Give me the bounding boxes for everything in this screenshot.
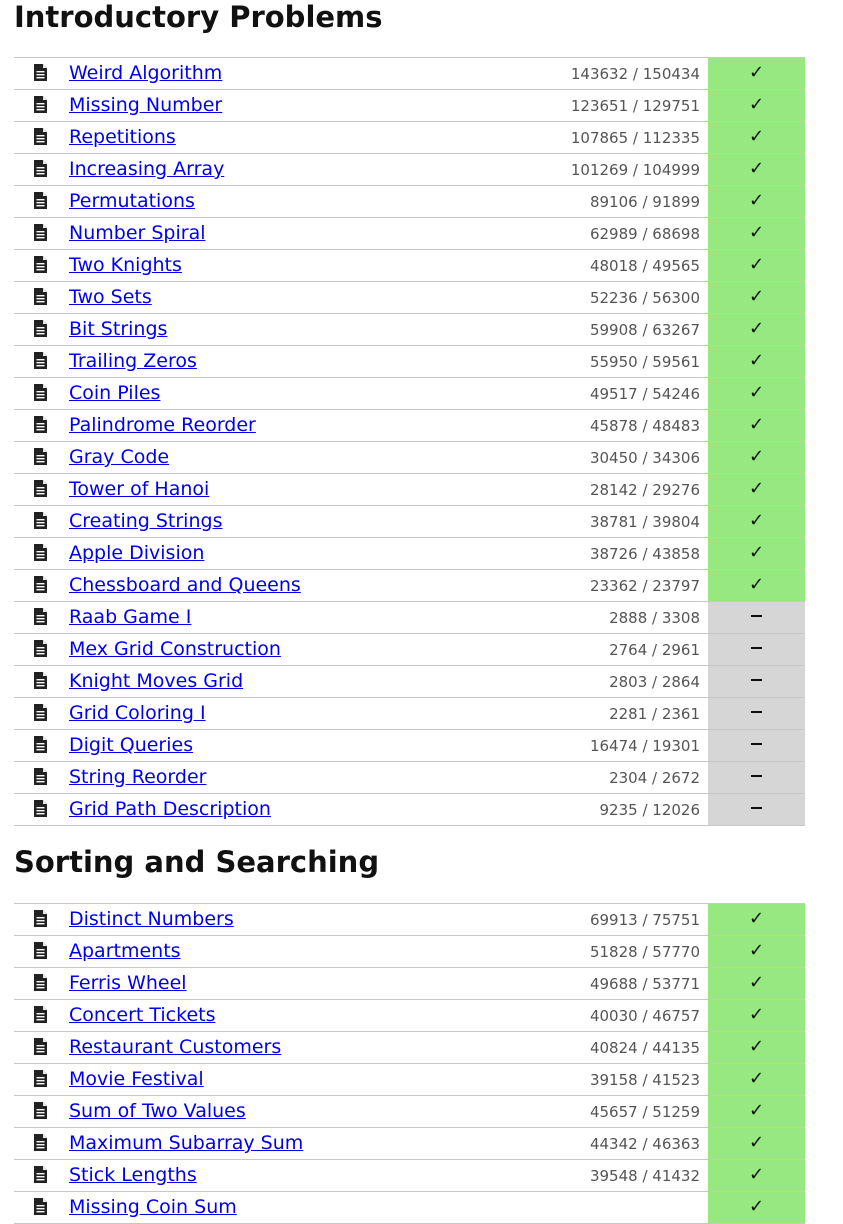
task-link[interactable]: Grid Coloring I <box>69 702 206 724</box>
task-solve-count: 2803 / 2864 <box>609 673 700 691</box>
task-link[interactable]: Restaurant Customers <box>69 1036 282 1058</box>
checkmark-icon: ✓ <box>748 190 765 211</box>
section-title-introductory-problems: Introductory Problems <box>14 0 383 34</box>
task-row <box>14 1000 805 1032</box>
task-row <box>14 698 805 730</box>
dash-icon <box>751 647 762 649</box>
task-solve-count: 40030 / 46757 <box>589 1007 700 1025</box>
document-icon <box>34 1006 47 1023</box>
task-solve-count: 123651 / 129751 <box>570 97 700 115</box>
task-status <box>708 1000 805 1031</box>
task-row <box>14 154 805 186</box>
task-status <box>708 1192 805 1223</box>
task-status <box>708 218 805 249</box>
task-solve-count: 9235 / 12026 <box>599 801 700 819</box>
document-icon <box>34 1134 47 1151</box>
task-row <box>14 1128 805 1160</box>
task-list-introductory-problems <box>14 57 805 826</box>
dash-icon <box>751 775 762 777</box>
task-link[interactable]: Distinct Numbers <box>69 908 234 930</box>
document-icon <box>34 224 47 241</box>
task-solve-count: 55950 / 59561 <box>589 353 700 371</box>
task-row <box>14 186 805 218</box>
document-icon <box>34 608 47 625</box>
checkmark-icon: ✓ <box>748 1100 765 1121</box>
section-title-sorting-and-searching: Sorting and Searching <box>14 845 380 879</box>
task-solve-count: 23362 / 23797 <box>589 577 700 595</box>
document-icon <box>34 1102 47 1119</box>
task-row <box>14 666 805 698</box>
task-link[interactable]: Increasing Array <box>69 158 225 180</box>
task-link[interactable]: Palindrome Reorder <box>69 414 256 436</box>
task-row <box>14 90 805 122</box>
document-icon <box>34 288 47 305</box>
checkmark-icon: ✓ <box>748 126 765 147</box>
task-status <box>708 904 805 935</box>
document-icon <box>34 736 47 753</box>
document-icon <box>34 1038 47 1055</box>
task-solve-count: 16474 / 19301 <box>589 737 700 755</box>
checkmark-icon: ✓ <box>748 94 765 115</box>
checkmark-icon: ✓ <box>748 574 765 595</box>
checkmark-icon: ✓ <box>748 510 765 531</box>
task-solve-count: 52236 / 56300 <box>589 289 700 307</box>
task-link[interactable]: Stick Lengths <box>69 1164 197 1186</box>
task-row <box>14 442 805 474</box>
dash-icon <box>751 711 762 713</box>
task-link[interactable]: Weird Algorithm <box>69 62 223 84</box>
dash-icon <box>751 743 762 745</box>
task-status <box>708 1064 805 1095</box>
task-row <box>14 634 805 666</box>
task-status <box>708 698 805 729</box>
task-link[interactable]: Apartments <box>69 940 181 962</box>
task-solve-count: 2764 / 2961 <box>609 641 700 659</box>
task-solve-count: 39548 / 41432 <box>589 1167 700 1185</box>
task-status <box>708 936 805 967</box>
document-icon <box>34 160 47 177</box>
task-row <box>14 474 805 506</box>
task-row <box>14 378 805 410</box>
task-solve-count: 49517 / 54246 <box>589 385 700 403</box>
task-status <box>708 602 805 633</box>
task-link[interactable]: Maximum Subarray Sum <box>69 1132 304 1154</box>
task-solve-count: 62989 / 68698 <box>589 225 700 243</box>
task-link[interactable]: Trailing Zeros <box>69 350 197 372</box>
document-icon <box>34 64 47 81</box>
checkmark-icon: ✓ <box>748 1068 765 1089</box>
task-link[interactable]: Movie Festival <box>69 1068 204 1090</box>
task-status <box>708 410 805 441</box>
document-icon <box>34 640 47 657</box>
document-icon <box>34 352 47 369</box>
task-status <box>708 90 805 121</box>
task-link[interactable]: Ferris Wheel <box>69 972 187 994</box>
task-row <box>14 218 805 250</box>
task-row <box>14 506 805 538</box>
task-row <box>14 346 805 378</box>
task-link[interactable]: Gray Code <box>69 446 170 468</box>
task-status <box>708 186 805 217</box>
document-icon <box>34 576 47 593</box>
task-row <box>14 58 805 90</box>
document-icon <box>34 512 47 529</box>
task-row <box>14 602 805 634</box>
task-link[interactable]: Digit Queries <box>69 734 194 756</box>
task-link[interactable]: Apple Division <box>69 542 205 564</box>
task-solve-count: 48018 / 49565 <box>589 257 700 275</box>
dash-icon <box>751 807 762 809</box>
task-solve-count: 51828 / 57770 <box>589 943 700 961</box>
document-icon <box>34 128 47 145</box>
task-row <box>14 122 805 154</box>
dash-icon <box>751 615 762 617</box>
task-link[interactable]: Tower of Hanoi <box>69 478 210 500</box>
task-link[interactable]: Two Knights <box>69 254 182 276</box>
checkmark-icon: ✓ <box>748 542 765 563</box>
task-row <box>14 314 805 346</box>
task-status <box>708 1096 805 1127</box>
task-status <box>708 314 805 345</box>
task-row <box>14 1032 805 1064</box>
task-solve-count: 2281 / 2361 <box>609 705 700 723</box>
task-link[interactable]: Chessboard and Queens <box>69 574 301 596</box>
task-status <box>708 538 805 569</box>
checkmark-icon: ✓ <box>748 1196 765 1217</box>
task-link[interactable]: Repetitions <box>69 126 176 148</box>
task-link[interactable]: Missing Coin Sum <box>69 1196 237 1218</box>
task-status <box>708 730 805 761</box>
document-icon <box>34 800 47 817</box>
task-link[interactable]: Raab Game I <box>69 606 192 628</box>
task-status <box>708 1032 805 1063</box>
checkmark-icon: ✓ <box>748 158 765 179</box>
document-icon <box>34 192 47 209</box>
dash-icon <box>751 679 762 681</box>
document-icon <box>34 704 47 721</box>
document-icon <box>34 448 47 465</box>
task-solve-count: 38781 / 39804 <box>589 513 700 531</box>
document-icon <box>34 384 47 401</box>
task-link[interactable]: Mex Grid Construction <box>69 638 281 660</box>
task-list-sorting-and-searching <box>14 903 805 1224</box>
task-status <box>708 570 805 601</box>
task-solve-count: 44342 / 46363 <box>589 1135 700 1153</box>
task-status <box>708 762 805 793</box>
task-solve-count: 59908 / 63267 <box>589 321 700 339</box>
task-link[interactable]: Coin Piles <box>69 382 161 404</box>
checkmark-icon: ✓ <box>748 1164 765 1185</box>
checkmark-icon: ✓ <box>748 1132 765 1153</box>
checkmark-icon: ✓ <box>748 446 765 467</box>
task-status <box>708 1160 805 1191</box>
document-icon <box>34 672 47 689</box>
task-solve-count: 101269 / 104999 <box>570 161 700 179</box>
task-row <box>14 250 805 282</box>
document-icon <box>34 1198 47 1215</box>
task-row <box>14 282 805 314</box>
document-icon <box>34 974 47 991</box>
task-row <box>14 762 805 794</box>
task-status <box>708 794 805 825</box>
task-status <box>708 634 805 665</box>
document-icon <box>34 910 47 927</box>
task-row <box>14 730 805 762</box>
checkmark-icon: ✓ <box>748 908 765 929</box>
checkmark-icon: ✓ <box>748 350 765 371</box>
task-row <box>14 1160 805 1192</box>
task-status <box>708 666 805 697</box>
task-solve-count: 143632 / 150434 <box>570 65 700 83</box>
task-status <box>708 378 805 409</box>
checkmark-icon: ✓ <box>748 478 765 499</box>
task-row <box>14 1064 805 1096</box>
task-row <box>14 1096 805 1128</box>
task-link[interactable]: Sum of Two Values <box>69 1100 246 1122</box>
checkmark-icon: ✓ <box>748 318 765 339</box>
task-solve-count: 89106 / 91899 <box>589 193 700 211</box>
document-icon <box>34 544 47 561</box>
task-row <box>14 570 805 602</box>
task-status <box>708 474 805 505</box>
task-link[interactable]: Missing Number <box>69 94 223 116</box>
checkmark-icon: ✓ <box>748 414 765 435</box>
checkmark-icon: ✓ <box>748 1004 765 1025</box>
task-solve-count: 28142 / 29276 <box>589 481 700 499</box>
document-icon <box>34 1166 47 1183</box>
task-solve-count: 30450 / 34306 <box>589 449 700 467</box>
task-link[interactable]: Concert Tickets <box>69 1004 216 1026</box>
task-solve-count: 39158 / 41523 <box>589 1071 700 1089</box>
checkmark-icon: ✓ <box>748 254 765 275</box>
task-link[interactable]: Two Sets <box>69 286 152 308</box>
task-link[interactable]: Number Spiral <box>69 222 206 244</box>
task-status <box>708 58 805 89</box>
checkmark-icon: ✓ <box>748 940 765 961</box>
task-row <box>14 904 805 936</box>
task-solve-count: 2888 / 3308 <box>609 609 700 627</box>
task-solve-count: 45878 / 48483 <box>589 417 700 435</box>
checkmark-icon: ✓ <box>748 1036 765 1057</box>
checkmark-icon: ✓ <box>748 972 765 993</box>
task-link[interactable]: Knight Moves Grid <box>69 670 244 692</box>
task-status <box>708 250 805 281</box>
task-status <box>708 154 805 185</box>
task-status <box>708 122 805 153</box>
task-solve-count: 40824 / 44135 <box>589 1039 700 1057</box>
task-status <box>708 1128 805 1159</box>
task-solve-count: 45657 / 51259 <box>589 1103 700 1121</box>
checkmark-icon: ✓ <box>748 382 765 403</box>
task-status <box>708 282 805 313</box>
document-icon <box>34 480 47 497</box>
task-solve-count: 107865 / 112335 <box>570 129 700 147</box>
task-row <box>14 794 805 826</box>
task-solve-count: 69913 / 75751 <box>589 911 700 929</box>
task-link[interactable]: Grid Path Description <box>69 798 271 820</box>
task-solve-count: 49688 / 53771 <box>589 975 700 993</box>
task-link[interactable]: Bit Strings <box>69 318 168 340</box>
task-row <box>14 1192 805 1224</box>
document-icon <box>34 1070 47 1087</box>
document-icon <box>34 96 47 113</box>
task-status <box>708 442 805 473</box>
checkmark-icon: ✓ <box>748 286 765 307</box>
task-row <box>14 936 805 968</box>
checkmark-icon: ✓ <box>748 62 765 83</box>
document-icon <box>34 256 47 273</box>
task-status <box>708 506 805 537</box>
document-icon <box>34 942 47 959</box>
task-link[interactable]: Permutations <box>69 190 195 212</box>
task-status <box>708 346 805 377</box>
document-icon <box>34 320 47 337</box>
task-link[interactable]: Creating Strings <box>69 510 223 532</box>
task-solve-count: 38726 / 43858 <box>589 545 700 563</box>
task-link[interactable]: String Reorder <box>69 766 207 788</box>
task-status <box>708 968 805 999</box>
document-icon <box>34 416 47 433</box>
task-row <box>14 410 805 442</box>
task-solve-count: 2304 / 2672 <box>609 769 700 787</box>
task-row <box>14 538 805 570</box>
checkmark-icon: ✓ <box>748 222 765 243</box>
task-row <box>14 968 805 1000</box>
document-icon <box>34 768 47 785</box>
